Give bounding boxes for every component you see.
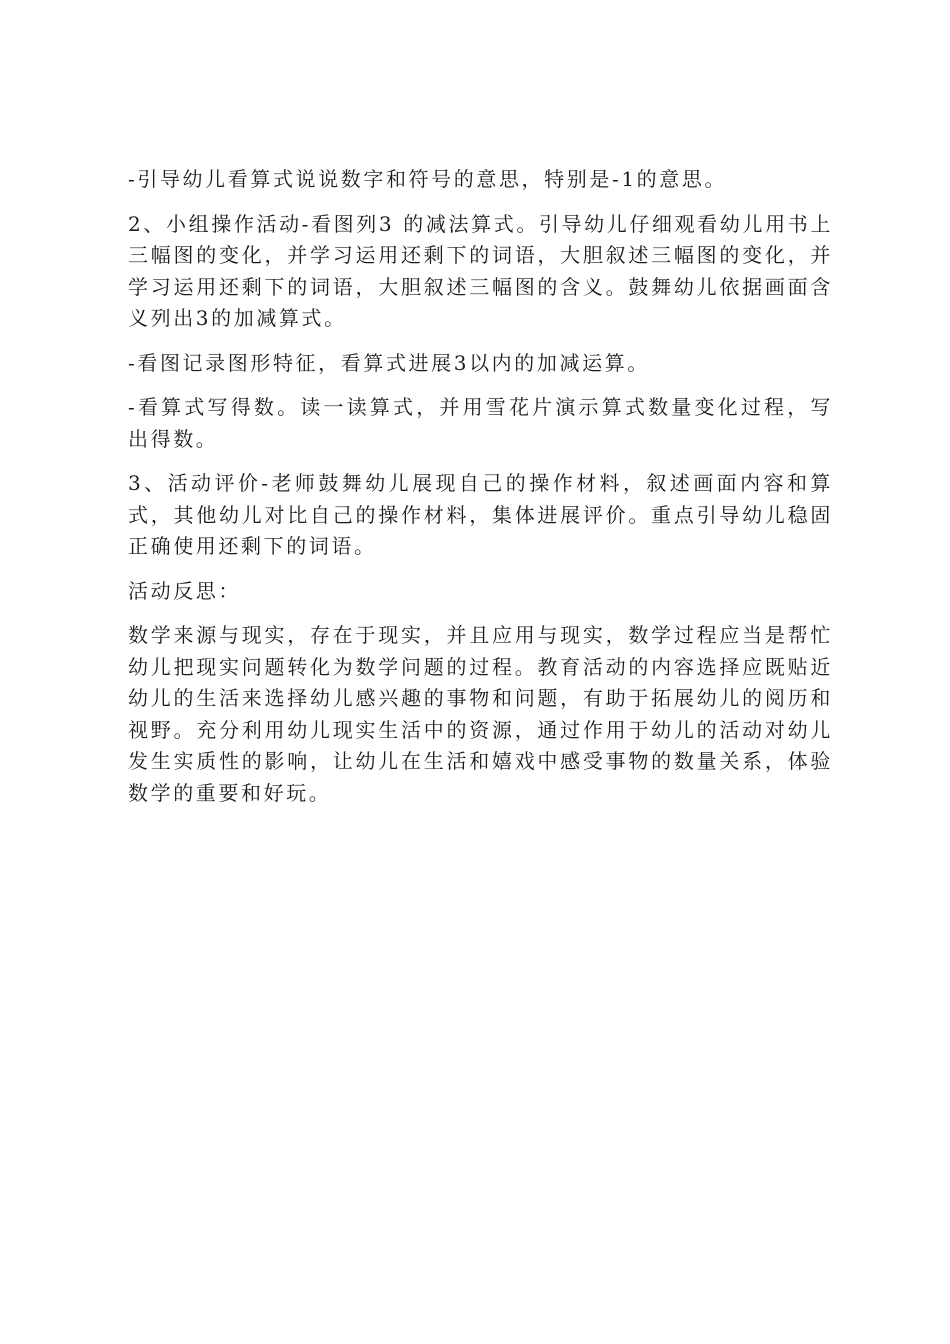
section-heading-reflection: 活动反思： [128, 578, 241, 603]
paragraph-intro-step: -引导幼儿看算式说说数字和符号的意思，特别是-1的意思。 [128, 167, 728, 191]
paragraph-reflection: 数学来源与现实，存在于现实，并且应用与现实，数学过程应当是帮忙幼儿把现实问题转化为数学问题的过程。教育活动的内容选择应既贴近幼儿的生活来选择幼儿感兴趣的事物和问题，有助于拓展幼儿的阅历和视野。充分利用幼儿现实生活中的资源，通过作用于幼儿的活动对幼儿发生实质性的影响，让幼儿在生活和嬉戏中感受事物的数量关系，体验数学的重要和好玩。 [128, 623, 833, 805]
paragraph-group-activity: 2、小组操作活动-看图列3 的减法算式。引导幼儿仔细观看幼儿用书上三幅图的变化，并学习运用还剩下的词语，大胆叙述三幅图的变化，并学习运用还剩下的词语，大胆叙述三幅图的含义。鼓舞幼儿依据画面含义列出3的加减算式。 [128, 211, 833, 330]
paragraph-record-features: -看图记录图形特征，看算式进展3以内的加减运算。 [128, 350, 650, 375]
paragraph-write-results: -看算式写得数。读一读算式，并用雪花片演示算式数量变化过程，写出得数。 [128, 395, 833, 451]
paragraph-activity-evaluation: 3、活动评价-老师鼓舞幼儿展现自己的操作材料，叙述画面内容和算式，其他幼儿对比自己的操作材料，集体进展评价。重点引导幼儿稳固正确使用还剩下的词语。 [128, 471, 833, 558]
document-body [128, 164, 833, 822]
